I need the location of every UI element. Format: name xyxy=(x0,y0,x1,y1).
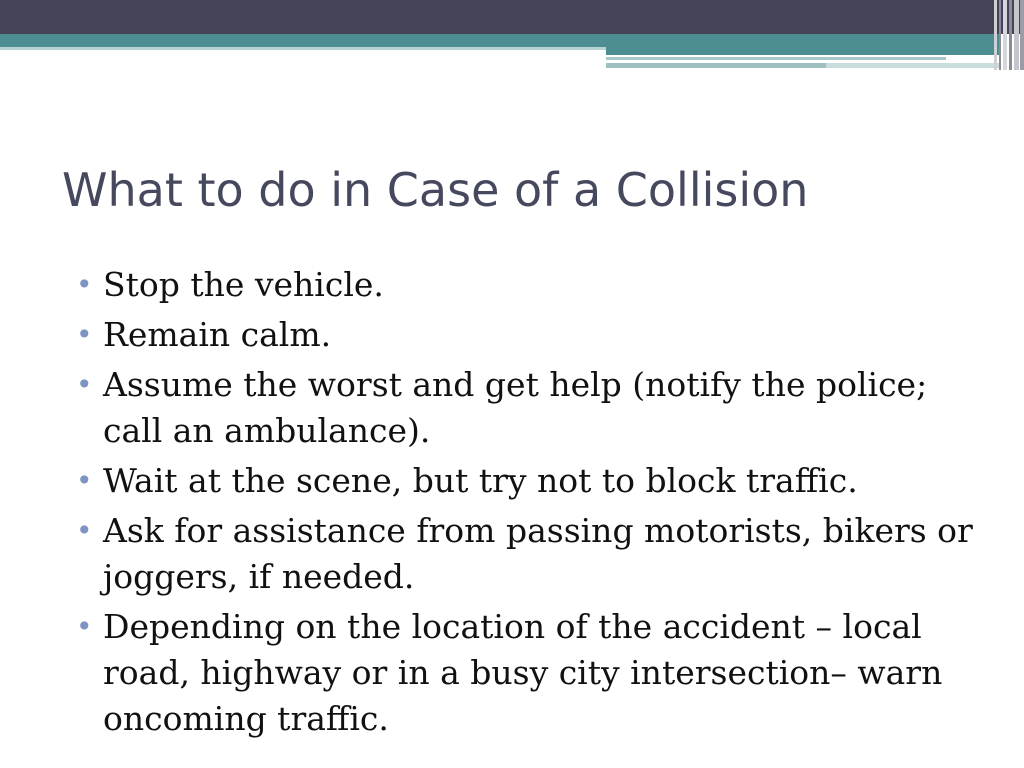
slide-title: What to do in Case of a Collision xyxy=(62,163,809,217)
bullet-icon: • xyxy=(76,268,93,301)
bullet-icon: • xyxy=(76,318,93,351)
bullet-text: Depending on the location of the accident – local road, highway or in a busy city intersection– warn oncoming traffic. xyxy=(103,607,943,738)
bullet-text: Wait at the scene, but try not to block traffic. xyxy=(103,461,858,500)
bullet-item xyxy=(76,262,976,308)
bullet-icon: • xyxy=(76,464,93,497)
corner-stripes xyxy=(994,0,1024,70)
bullet-item xyxy=(76,508,976,600)
bullet-text: Stop the vehicle. xyxy=(103,265,384,304)
bullet-item xyxy=(76,362,976,454)
header-teal-band xyxy=(0,34,1000,47)
header-dark-band xyxy=(0,0,1024,34)
header-light-line xyxy=(0,47,608,50)
bullet-item xyxy=(76,312,976,358)
bullet-list xyxy=(76,262,976,746)
header-accent-line xyxy=(826,63,1000,68)
header-accent-line xyxy=(606,63,826,68)
bullet-text: Assume the worst and get help (notify the police; call an ambulance). xyxy=(103,365,928,450)
bullet-item xyxy=(76,458,976,504)
header-accent-bar xyxy=(606,47,1000,55)
bullet-text: Remain calm. xyxy=(103,315,332,354)
bullet-icon: • xyxy=(76,368,93,401)
bullet-item xyxy=(76,604,976,742)
bullet-icon: • xyxy=(76,610,93,643)
header-accent-line xyxy=(606,57,946,60)
bullet-icon: • xyxy=(76,514,93,547)
bullet-text: Ask for assistance from passing motorists, bikers or joggers, if needed. xyxy=(103,511,973,596)
